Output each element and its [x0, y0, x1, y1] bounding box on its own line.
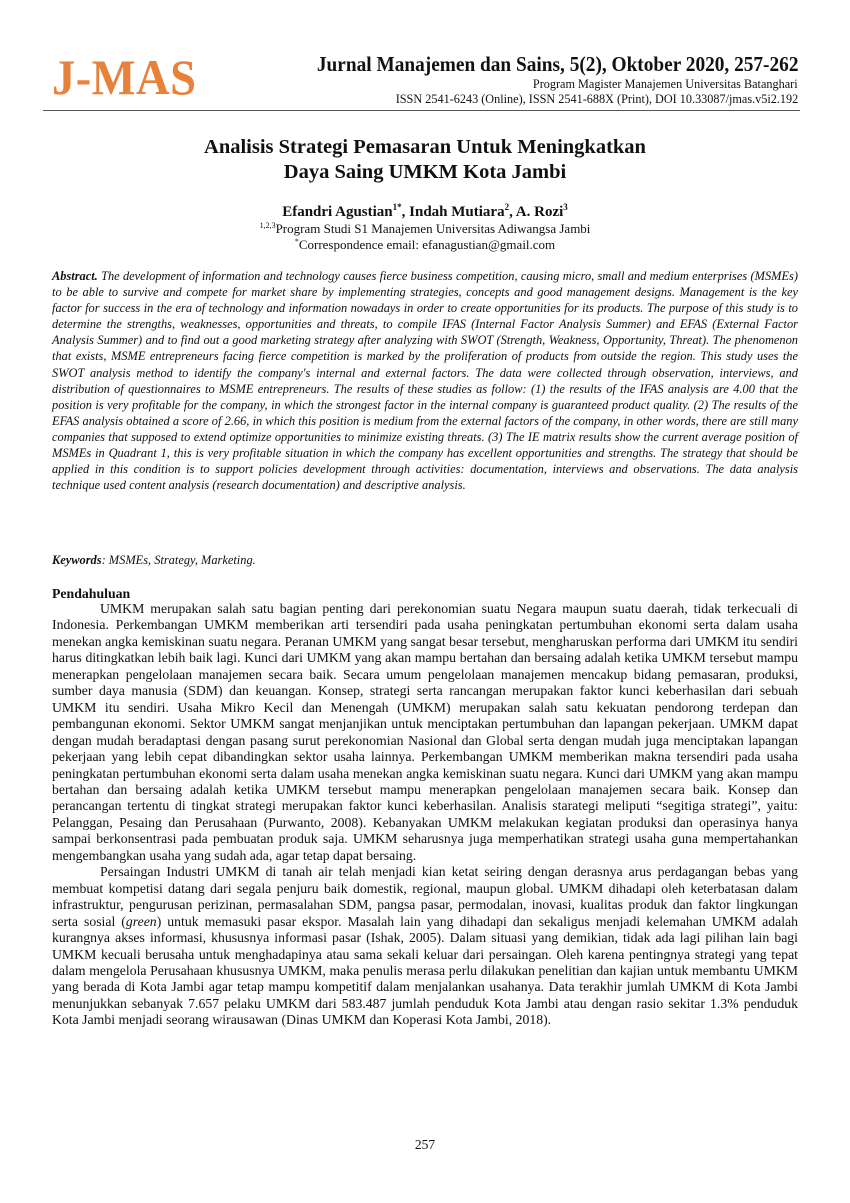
- article-title: [0, 135, 850, 185]
- keywords-text: : MSMEs, Strategy, Marketing.: [101, 553, 256, 567]
- author-list: [0, 203, 850, 221]
- paragraph-text: ) untuk memasuki pasar ekspor. Masalah lain yang dihadapi dan sekaligus menjadi kelemahan UMKM adalah kurangnya akses informasi, khususnya informasi pasar (Ishak, 2005). Dalam situasi yang demikian, tidak ada lagi pilihan lain bagi UMKM kecuali berusaha untuk menghadapinya atau sama sekali keluar dari persaingan. Oleh karena pentingnya strategi yang tepat dalam mengelola Perusahaan khususnya UMKM, maka penulis merasa perlu dilakukan penelitian dan kajian untuk membantu UMKM yang berada di Kota Jambi agar tetap mampu kompetitif dalam menjalankan usahanya. Data terakhir jumlah UMKM di Kota Jambi menunjukkan sebanyak 7.657 pelaku UMKM dari 583.487 jumlah penduduk Kota Jambi atau dengan rasio sekitar 1.3% penduduk Kota Jambi menjadi seorang wirausawan (Dinas UMKM dan Koperasi Kota Jambi, 2018).: [52, 913, 798, 1028]
- introduction-body: [52, 601, 798, 1029]
- article-title-line-1: Analisis Strategi Pemasaran Untuk Meningkatkan: [204, 136, 646, 158]
- correspondence-email: [0, 237, 850, 252]
- body-paragraph: [52, 864, 798, 1029]
- correspondence-email-text: Correspondence email: efanagustian@gmail.com: [298, 237, 556, 252]
- abstract-text: The development of information and technology causes fierce business competition, causing micro, small and medium enterprises (MSMEs) to be able to survive and compete for market share by implementing strategies, concepts and good management designs. Management is the key factor for success in the era of technology and information nowadays in order to create opportunities for its products. The purpose of this study is to determine the strengths, weaknesses, opportunities and threats, to compile IFAS (Internal Factor Analysis Summer) and EFAS (External Factor Analysis Summer) and to find out a good marketing strategy after analyzing with SWOT (Strength, Weakness, Opportunity, Threat). The phenomenon that exists, MSME entrepreneurs facing fierce competition is marked by the proliferation of products from outside the region. This study uses the SWOT analysis method to identify the company's internal and external factors. The data were collected through observation, interviews, and distribution of questionnaires to MSME entrepreneurs. The results of these studies as follow: (1) the results of the IFAS analysis are 4.00 that the position is very profitable for the company, in which the strongest factor in the internal company is guaranteed product quality. (2) The results of the EFAS analysis obtained a score of 2.66, in which this position is medium from the external factors of the company, in other words, there are still many companies that supposed to extend optimize opportunities to minimize existing threats. (3) The IE matrix results show the current average position of MSMEs in Quadrant 1, this is very profitable situation in which the company has excellent opportunities and strengths. The strategy that should be applied in this condition is to support policies development through activities: documentation, interviews and observations. The data analysis technique used content analysis (research documentation) and descriptive analysis.: [52, 269, 798, 493]
- author-affiliation-marker: 3: [563, 202, 568, 212]
- author-name: A. Rozi: [515, 204, 564, 220]
- author-separator: ,: [509, 204, 516, 220]
- author-name: Efandri Agustian: [282, 204, 393, 220]
- abstract: [52, 268, 798, 493]
- affiliation-text: Program Studi S1 Manajemen Universitas Adiwangsa Jambi: [275, 221, 591, 236]
- section-heading-introduction: Pendahuluan: [52, 586, 131, 601]
- journal-issn-doi: ISSN 2541-6243 (Online), ISSN 2541-688X (Print), DOI 10.33087/jmas.v5i2.192: [395, 91, 798, 106]
- article-title-line-2: Daya Saing UMKM Kota Jambi: [283, 161, 567, 183]
- page-number: 257: [414, 1137, 436, 1152]
- correspondence-marker: *: [294, 237, 299, 246]
- header-divider: [43, 110, 800, 111]
- journal-logo: J-MAS: [52, 49, 197, 105]
- body-paragraph: UMKM merupakan salah satu bagian penting dari perekonomian suatu Negara maupun suatu daerah, tidak terkecuali di Indonesia. Perkembangan UMKM memberikan arti tersendiri pada usaha peningkatan pertumbuhan ekonomi serta dalam usaha menekan angka kemiskinan suatu negara. Peranan UMKM yang sangat besar tersebut, mengharuskan performa dari UMKM itu sendiri harus ditingkatkan lebih baik lagi. Kunci dari UMKM yang akan mampu bertahan dan bersaing adalah ketika UMKM tersebut mampu menerapkan pengelolaan manajemen secara baik. Secara umum pengelolaan manajemen mencakup bidang pemasaran, produksi, sumber daya manusia (SDM) dan keuangan. Konsep, strategi serta rancangan merupakan faktor kunci keberhasilan dari sebuah UMKM itu sendiri. Usaha Mikro Kecil dan Menengah (UMKM) merupakan salah satu kekuatan pendorong terdepan dan pembangunan ekonomi. Sektor UMKM sangat menjanjikan untuk menciptakan pertumbuhan dan lapangan pekerjaan. UMKM dapat dengan mudah beradaptasi dengan pasang surut perekonomian Nasional dan Global serta dengan mudah juga menciptakan lapangan pekerjaan yang lebih cepat dibandingkan sektor usaha lainnya. Perkembangan UMKM memberikan makna tersendiri pada usaha peningkatan pertumbuhan ekonomi serta dalam usaha menekan angka kemiskinan suatu negara. Kunci dari UMKM yang akan mampu bertahan dan bersaing adalah ketika UMKM tersebut mampu menerapkan pengelolaan manajemen secara baik. Konsep dan perancangan tertentu di tingkat strategi merupakan faktor kunci keberhasilan. Analisis starategi meliputi “segitiga strategi”, yaitu: Pelanggan, Pesaing dan Perusahaan (Purwanto, 2008). Kebanyakan UMKM melakukan kegiatan produksi dan operasinya hanya sampai berkonsentrasi pada pembuatan produk saja. UMKM seharusnya juga memperhatikan strategi usaha guna mempertahankan mengembangkan usaha yang sudah ada, agar tetap dapat bersaing.: [52, 601, 798, 863]
- author-name: Indah Mutiara: [409, 204, 505, 220]
- abstract-label: Abstract.: [52, 269, 98, 283]
- keywords-label: Keywords: [52, 553, 102, 567]
- author-separator: ,: [401, 204, 410, 220]
- author-affiliation-marker: 1*: [392, 202, 402, 212]
- affiliation-marker: 1,2,3: [259, 221, 276, 230]
- paragraph-text: Persaingan Industri UMKM di tanah air telah menjadi kian ketat seiring dengan derasnya arus perdagangan bebas yang membuat kompetisi datang dari segala penjuru baik domestik, regional, maupun global. UMKM dihadapi oleh keterbatasan dalam infrastruktur, pengurusan perizinan, permasalahan SDM, pangsa pasar, permodalan, inovasi, kualitas produk dan faktor lingkungan serta sosial (: [52, 864, 798, 929]
- paragraph-emphasis: green: [125, 913, 157, 929]
- keywords: [52, 552, 798, 568]
- author-affiliation: [0, 221, 850, 236]
- journal-title: Jurnal Manajemen dan Sains, 5(2), Oktober 2020, 257-262: [316, 52, 798, 76]
- author-affiliation-marker: 2: [504, 202, 510, 212]
- journal-publisher: Program Magister Manajemen Universitas Batanghari: [533, 76, 798, 91]
